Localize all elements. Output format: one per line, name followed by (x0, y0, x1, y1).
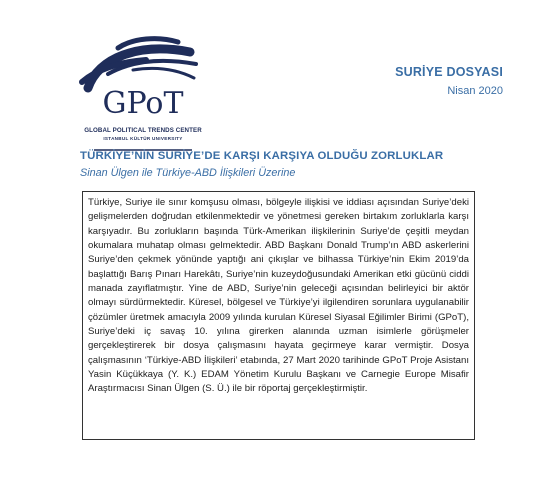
dossier-header (395, 65, 503, 97)
gpot-logo (78, 30, 208, 155)
logo-wordmark: GPoT (102, 86, 184, 121)
article-heading (80, 150, 530, 179)
dossier-date: Nisan 2020 (447, 85, 503, 97)
logo-subtitle: GLOBAL POLITICAL TRENDS CENTER (84, 127, 202, 134)
intro-box (82, 191, 475, 440)
logo-university: ISTANBUL KÜLTÜR UNIVERSITY (103, 136, 183, 141)
article-subtitle: Sinan Ülgen ile Türkiye-ABD İlişkileri Üzerine (80, 167, 296, 179)
intro-paragraph: Türkiye, Suriye ile sınır komşusu olması, bölgeyle ilişkisi ve iddiası açısından Suriye’deki gelişmelerden doğrudan etkilenmektedir ve yönetmesi gereken birtakım zorluklarla karşı karşıyadır. Bu zorlukların başında Türk-Amerikan ilişkilerinin Suriye’de çeşitli meydan okumalara muhatap olması gelmektedir. ABD Başkanı Donald Trump’ın ABD askerlerini Suriye’den çekmek yönünde yaptığı ani çıkışlar ve bilhassa Türkiye’nin Ekim 2019’da başlattığı Barış Pınarı Harekâtı, Suriye’nin kuzeydoğusundaki Amerikan etki gücünü ciddi manada zayıflatmıştır. Yine de ABD, Suriye’nin geleceği açısından belirleyici bir aktör olmayı sürdürmektedir. Küresel, bölgesel ve Türkiye’yi ilgilendiren sorunlara uygulanabilir çözümler üretmek amacıyla 2009 yılında kurulan Küresel Siyasal Eğilimler Birimi (GPoT), Suriye’deki iç savaş 10. yılına girerken alanında uzman isimlerle görüşmeler gerçekleştirerek bir dosya çalışmasını hayata geçirmeye karar vermiştir. Dosya çalışmasının ‘Türkiye-ABD İlişkileri’ etabında, 27 Mart 2020 tarihinde GPoT Proje Asistanı Yasin Küçükkaya (Y. K.) EDAM Yönetim Kurulu Başkanı ve Carnegie Europe Misafir Araştırmacısı Sinan Ülgen (S. Ü.) ile bir röportaj gerçekleştirmiştir. (88, 197, 469, 395)
article-title: TÜRKİYE’NİN SURİYE’DE KARŞI KARŞIYA OLDUĞU ZORLUKLAR (80, 150, 444, 162)
dossier-title: SURİYE DOSYASI (395, 65, 503, 79)
